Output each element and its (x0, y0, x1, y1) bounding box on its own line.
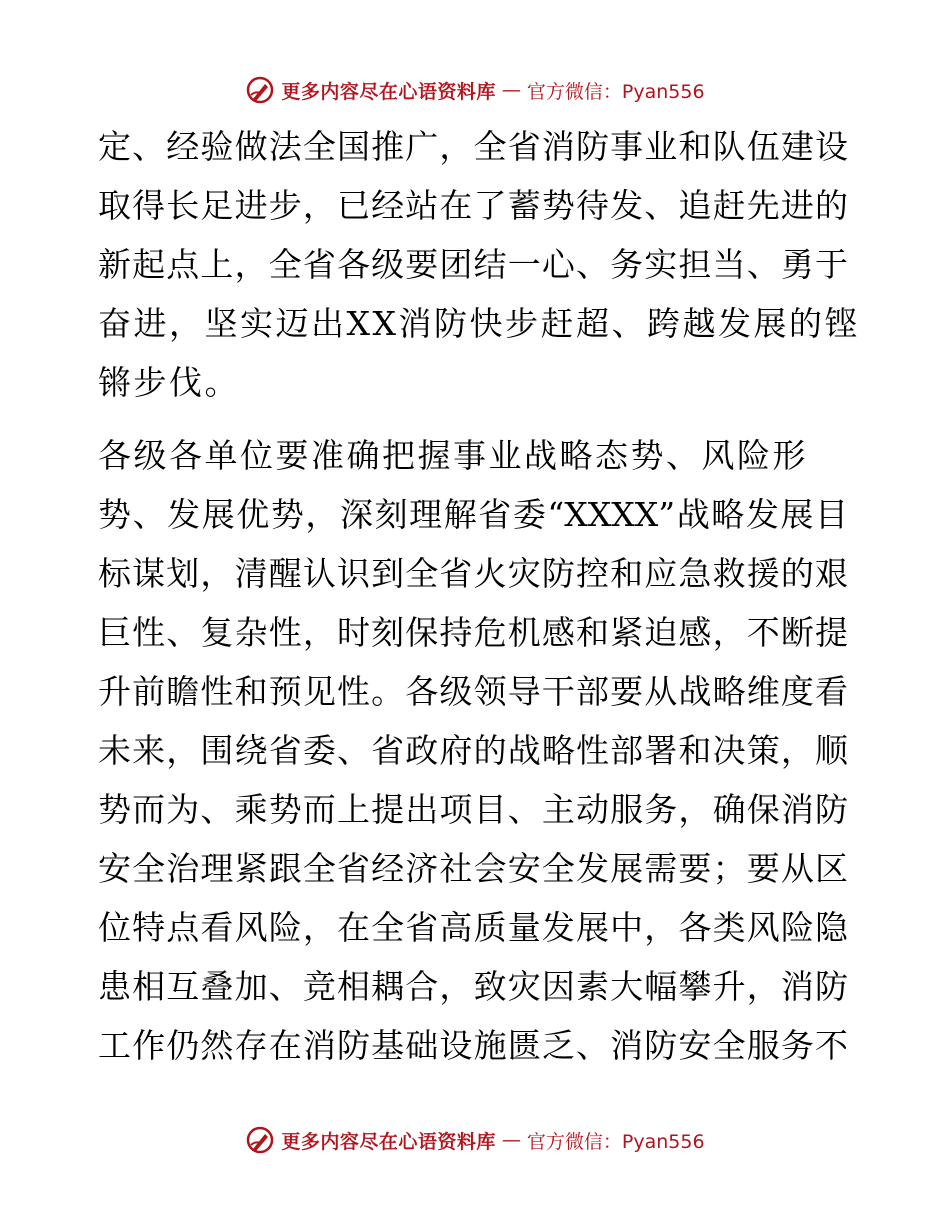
text-line: 未来，围绕省委、省政府的战略性部署和决策，顺 (98, 731, 848, 770)
text-line: 奋进，坚实迈出XX消防快步赶超、跨越发展的铿 (98, 304, 860, 343)
text-line: 新起点上，全省各级要团结一心、务实担当、勇于 (98, 245, 848, 284)
banner-account: 官方微信：Pyan556 (526, 1130, 705, 1153)
text-line: 势、发展优势，深刻理解省委“XXXX”战略发展目 (98, 495, 848, 534)
banner-account: 官方微信：Pyan556 (526, 80, 705, 103)
banner-dash: — (501, 1129, 521, 1151)
text-line: 升前瞻性和预见性。各级领导干部要从战略维度看 (98, 672, 848, 711)
text-line: 取得长足进步，已经站在了蓄势待发、追赶先进的 (98, 186, 848, 225)
header-banner (0, 70, 950, 110)
text-line: 定、经验做法全国推广，全省消防事业和队伍建设 (98, 127, 848, 166)
text-line: 标谋划，清醒认识到全省火灾防控和应急救援的艰 (98, 554, 848, 593)
banner-dash: — (501, 79, 521, 101)
banner-slogan: 更多内容尽在心语资料库 (281, 80, 496, 103)
pen-nib-logo-icon (245, 1125, 275, 1155)
text-line: 工作仍然存在消防基础设施匮乏、消防安全服务不 (98, 1026, 848, 1065)
banner-slogan: 更多内容尽在心语资料库 (281, 1130, 496, 1153)
text-line: 各级各单位要准确把握事业战略态势、风险形 (98, 436, 808, 475)
pen-nib-logo-icon (245, 75, 275, 105)
text-line: 位特点看风险，在全省高质量发展中，各类风险隐 (98, 908, 848, 947)
text-line: 势而为、乘势而上提出项目、主动服务，确保消防 (98, 790, 848, 829)
text-line: 锵步伐。 (98, 363, 240, 402)
text-line: 安全治理紧跟全省经济社会安全发展需要；要从区 (98, 849, 848, 888)
footer-banner (0, 1120, 950, 1160)
text-line: 巨性、复杂性，时刻保持危机感和紧迫感，不断提 (98, 613, 848, 652)
text-line: 患相互叠加、竞相耦合，致灾因素大幅攀升，消防 (98, 967, 848, 1006)
